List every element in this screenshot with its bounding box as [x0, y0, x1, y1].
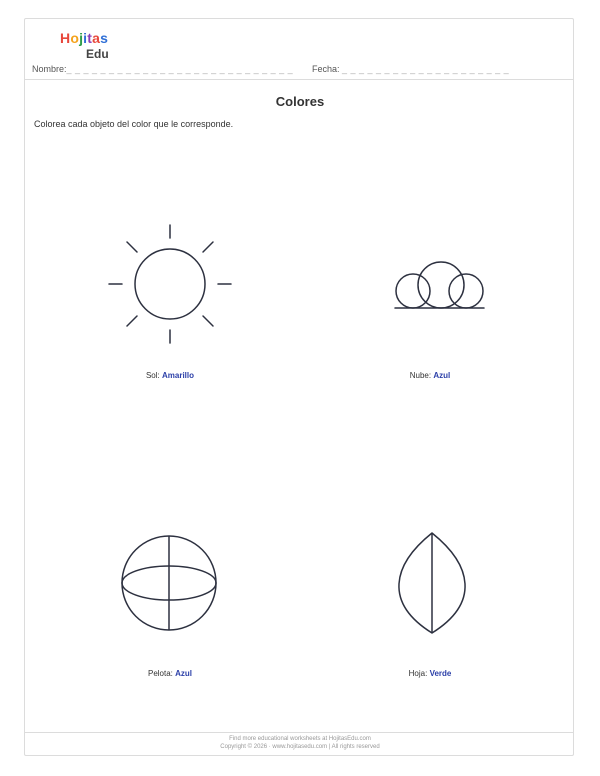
date-field[interactable] — [312, 64, 509, 74]
logo-letter: i — [83, 30, 88, 46]
leaf-caption — [330, 669, 530, 678]
hojitas-edu-logo — [60, 30, 120, 62]
page-title: Colores — [275, 94, 325, 109]
logo-letter: H — [60, 30, 71, 46]
cloud-label: Nube: — [409, 371, 432, 380]
ball-color: Azul — [175, 669, 193, 678]
leaf-color: Verde — [429, 669, 452, 678]
instructions: Colorea cada objeto del color que le corresponde. — [34, 119, 234, 129]
logo-letter: a — [92, 30, 101, 46]
header-divider — [24, 79, 574, 80]
logo-letter: o — [70, 30, 80, 46]
footer-divider — [24, 732, 574, 733]
date-label: Fecha: — [312, 64, 340, 74]
name-label: Nombre: — [32, 64, 67, 74]
date-line[interactable]: _ _ _ _ _ _ _ _ _ _ _ _ _ _ _ _ _ _ _ _ — [342, 64, 510, 74]
cloud-color: Azul — [433, 371, 451, 380]
logo-brand-name — [60, 30, 108, 46]
footer-line-1: Find more educational worksheets at HojitasEdu.com — [229, 736, 371, 742]
ball-caption — [70, 669, 270, 678]
footer-line-2: Copyright © 2026 · www.hojitasedu.com | All rights reserved — [220, 744, 380, 750]
sun-icon[interactable] — [100, 218, 240, 348]
sun-caption — [70, 371, 270, 380]
leaf-label: Hoja: — [408, 669, 428, 678]
ball-icon[interactable] — [116, 530, 222, 636]
leaf-icon[interactable] — [392, 527, 472, 639]
logo-letter: s — [100, 30, 109, 46]
sun-label: Sol: — [145, 371, 160, 380]
sun-color: Amarillo — [162, 371, 195, 380]
name-line[interactable]: _ _ _ _ _ _ _ _ _ _ _ _ _ _ _ _ _ _ _ _ _ _ _ _ _ _ _ — [66, 64, 294, 74]
logo-letter: j — [79, 30, 84, 46]
cloud-caption — [330, 371, 530, 380]
name-field[interactable] — [32, 64, 293, 74]
logo-letter: t — [87, 30, 93, 46]
ball-label: Pelota: — [147, 669, 173, 678]
logo-sub: Edu — [86, 47, 109, 61]
cloud-icon[interactable] — [390, 256, 490, 316]
